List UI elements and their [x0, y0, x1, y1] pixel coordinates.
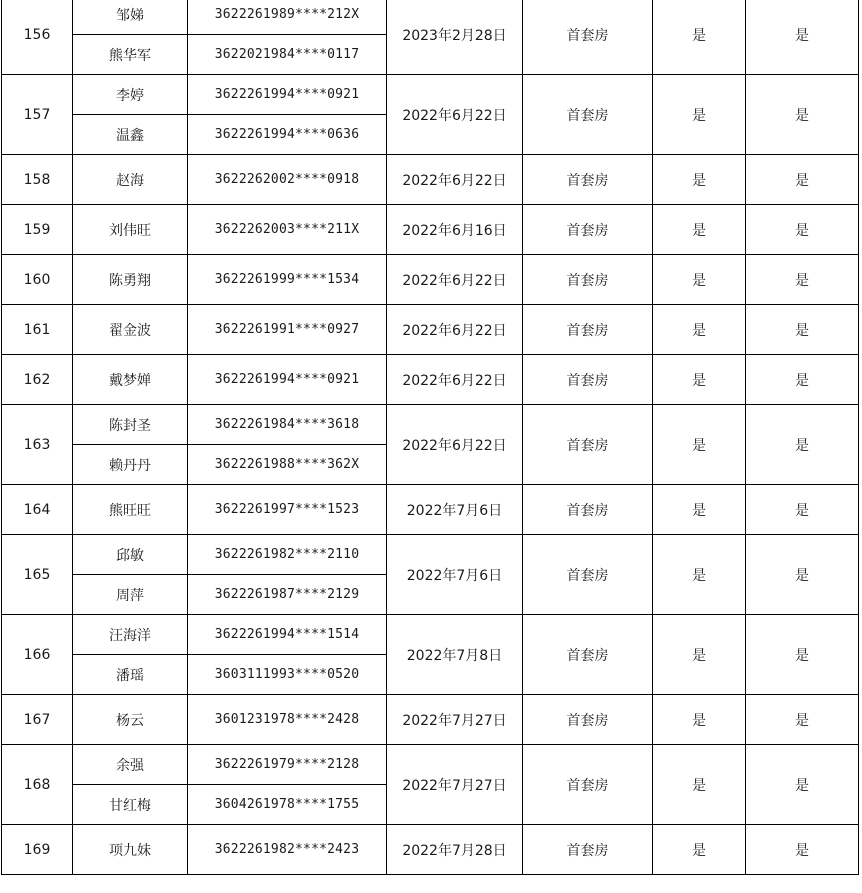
person-name-cell: 熊旺旺	[73, 485, 188, 535]
flag-a-cell: 是	[653, 205, 746, 255]
person-name-cell: 赖丹丹	[73, 445, 188, 485]
record-number-cell: 164	[2, 485, 73, 535]
table-row	[2, 205, 859, 255]
id-number-cell: 3622261984****3618	[188, 405, 387, 445]
flag-b-cell: 是	[746, 255, 859, 305]
id-number-cell: 3622261994****0636	[188, 115, 387, 155]
date-cell: 2022年7月27日	[387, 745, 523, 825]
id-number-cell: 3622261999****1534	[188, 255, 387, 305]
record-number-cell: 156	[2, 0, 73, 75]
records-table	[1, 0, 859, 875]
date-cell: 2022年6月22日	[387, 405, 523, 485]
person-name-cell: 甘红梅	[73, 785, 188, 825]
id-number-cell: 3622261994****0921	[188, 75, 387, 115]
housing-type-cell: 首套房	[523, 695, 653, 745]
id-number-cell: 3622261994****1514	[188, 615, 387, 655]
date-cell: 2022年6月16日	[387, 205, 523, 255]
id-number-cell: 3622261982****2110	[188, 535, 387, 575]
person-name-cell: 汪海洋	[73, 615, 188, 655]
records-table-body	[2, 0, 859, 875]
housing-type-cell: 首套房	[523, 355, 653, 405]
flag-b-cell: 是	[746, 695, 859, 745]
person-name-cell: 温鑫	[73, 115, 188, 155]
person-name-cell: 熊华军	[73, 35, 188, 75]
person-name-cell: 周萍	[73, 575, 188, 615]
table-row	[2, 0, 859, 35]
flag-b-cell: 是	[746, 0, 859, 75]
housing-type-cell: 首套房	[523, 615, 653, 695]
id-number-cell: 3603111993****0520	[188, 655, 387, 695]
table-row	[2, 155, 859, 205]
record-number-cell: 160	[2, 255, 73, 305]
date-cell: 2022年6月22日	[387, 305, 523, 355]
flag-a-cell: 是	[653, 155, 746, 205]
id-number-cell: 3622021984****0117	[188, 35, 387, 75]
record-number-cell: 167	[2, 695, 73, 745]
flag-a-cell: 是	[653, 535, 746, 615]
date-cell: 2023年2月28日	[387, 0, 523, 75]
flag-b-cell: 是	[746, 745, 859, 825]
housing-type-cell: 首套房	[523, 745, 653, 825]
flag-b-cell: 是	[746, 535, 859, 615]
date-cell: 2022年6月22日	[387, 355, 523, 405]
flag-a-cell: 是	[653, 825, 746, 875]
id-number-cell: 3622261987****2129	[188, 575, 387, 615]
person-name-cell: 陈封圣	[73, 405, 188, 445]
flag-b-cell: 是	[746, 205, 859, 255]
flag-a-cell: 是	[653, 75, 746, 155]
housing-type-cell: 首套房	[523, 0, 653, 75]
flag-b-cell: 是	[746, 355, 859, 405]
id-number-cell: 3622261991****0927	[188, 305, 387, 355]
date-cell: 2022年6月22日	[387, 75, 523, 155]
housing-type-cell: 首套房	[523, 485, 653, 535]
table-row	[2, 75, 859, 115]
flag-b-cell: 是	[746, 405, 859, 485]
flag-b-cell: 是	[746, 615, 859, 695]
housing-type-cell: 首套房	[523, 535, 653, 615]
person-name-cell: 邱敏	[73, 535, 188, 575]
person-name-cell: 戴梦婵	[73, 355, 188, 405]
id-number-cell: 3622261988****362X	[188, 445, 387, 485]
date-cell: 2022年7月27日	[387, 695, 523, 745]
person-name-cell: 李婷	[73, 75, 188, 115]
date-cell: 2022年7月6日	[387, 535, 523, 615]
flag-a-cell: 是	[653, 745, 746, 825]
person-name-cell: 刘伟旺	[73, 205, 188, 255]
flag-a-cell: 是	[653, 0, 746, 75]
date-cell: 2022年7月8日	[387, 615, 523, 695]
id-number-cell: 3622262002****0918	[188, 155, 387, 205]
person-name-cell: 陈勇翔	[73, 255, 188, 305]
flag-b-cell: 是	[746, 485, 859, 535]
housing-type-cell: 首套房	[523, 205, 653, 255]
record-number-cell: 158	[2, 155, 73, 205]
record-number-cell: 157	[2, 75, 73, 155]
table-row	[2, 305, 859, 355]
flag-a-cell: 是	[653, 695, 746, 745]
flag-a-cell: 是	[653, 485, 746, 535]
housing-type-cell: 首套房	[523, 75, 653, 155]
date-cell: 2022年6月22日	[387, 255, 523, 305]
table-row	[2, 255, 859, 305]
date-cell: 2022年7月28日	[387, 825, 523, 875]
record-number-cell: 161	[2, 305, 73, 355]
table-row	[2, 615, 859, 655]
table-row	[2, 355, 859, 405]
date-cell: 2022年7月6日	[387, 485, 523, 535]
person-name-cell: 邹娣	[73, 0, 188, 35]
person-name-cell: 余强	[73, 745, 188, 785]
id-number-cell: 3622261979****2128	[188, 745, 387, 785]
record-number-cell: 163	[2, 405, 73, 485]
record-number-cell: 165	[2, 535, 73, 615]
housing-type-cell: 首套房	[523, 405, 653, 485]
record-number-cell: 162	[2, 355, 73, 405]
flag-b-cell: 是	[746, 155, 859, 205]
table-row	[2, 485, 859, 535]
housing-type-cell: 首套房	[523, 255, 653, 305]
record-number-cell: 168	[2, 745, 73, 825]
person-name-cell: 项九妹	[73, 825, 188, 875]
table-row	[2, 825, 859, 875]
table-row	[2, 535, 859, 575]
flag-a-cell: 是	[653, 615, 746, 695]
record-number-cell: 159	[2, 205, 73, 255]
date-cell: 2022年6月22日	[387, 155, 523, 205]
flag-b-cell: 是	[746, 305, 859, 355]
housing-type-cell: 首套房	[523, 155, 653, 205]
id-number-cell: 3622262003****211X	[188, 205, 387, 255]
table-row	[2, 695, 859, 745]
person-name-cell: 潘瑶	[73, 655, 188, 695]
flag-a-cell: 是	[653, 305, 746, 355]
table-row	[2, 745, 859, 785]
id-number-cell: 3622261997****1523	[188, 485, 387, 535]
flag-b-cell: 是	[746, 825, 859, 875]
housing-type-cell: 首套房	[523, 305, 653, 355]
flag-a-cell: 是	[653, 405, 746, 485]
id-number-cell: 3622261994****0921	[188, 355, 387, 405]
id-number-cell: 3604261978****1755	[188, 785, 387, 825]
person-name-cell: 翟金波	[73, 305, 188, 355]
id-number-cell: 3601231978****2428	[188, 695, 387, 745]
record-number-cell: 169	[2, 825, 73, 875]
flag-a-cell: 是	[653, 355, 746, 405]
flag-a-cell: 是	[653, 255, 746, 305]
flag-b-cell: 是	[746, 75, 859, 155]
id-number-cell: 3622261989****212X	[188, 0, 387, 35]
id-number-cell: 3622261982****2423	[188, 825, 387, 875]
housing-type-cell: 首套房	[523, 825, 653, 875]
table-row	[2, 405, 859, 445]
person-name-cell: 杨云	[73, 695, 188, 745]
person-name-cell: 赵海	[73, 155, 188, 205]
record-number-cell: 166	[2, 615, 73, 695]
